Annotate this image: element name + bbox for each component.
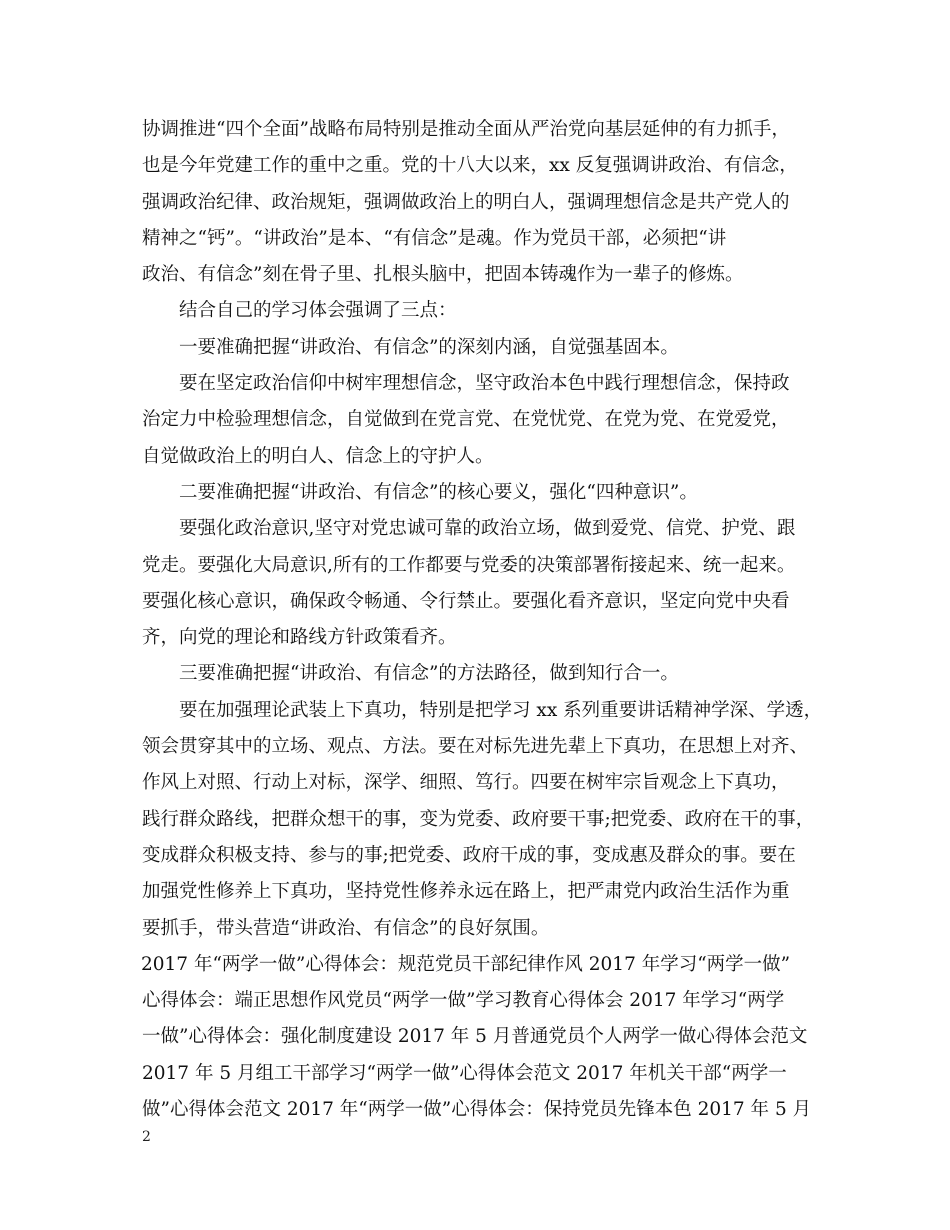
text-line: 二要准确把握“讲政治、有信念”的核心要义，强化“四种意识”。 — [179, 481, 698, 503]
text-line: 协调推进“四个全面”战略布局特别是推动全面从严治党向基层延伸的有力抓手， — [142, 119, 790, 140]
text-line: 加强党性修养上下真功，坚持党性修养永远在路上，把严肃党内政治生活作为重 — [142, 881, 790, 903]
text-line: 强调政治纪律、政治规矩，强调做政治上的明白人，强调理想信念是共产党人的 — [142, 191, 790, 213]
text-line: 变成群众积极支持、参与的事;把党委、政府干成的事，变成惠及群众的事。要在 — [142, 844, 796, 866]
text-line: 一做”心得体会：强化制度建设 2017 年 5 月普通党员个人两学一做心得体会范文 — [142, 1026, 808, 1048]
text-line: 2017 年 5 月组工干部学习“两学一做”心得体会范文 2017 年机关干部“两学一 — [142, 1062, 787, 1084]
text-line: 自觉做政治上的明白人、信念上的守护人。 — [142, 445, 494, 467]
text-line: 也是今年党建工作的重中之重。党的十八大以来，xx 反复强调讲政治、有信念， — [142, 155, 798, 177]
text-line: 做”心得体会范文 2017 年“两学一做”心得体会：保持党员先锋本色 2017 年 5 月 — [142, 1099, 812, 1121]
text-line: 要抓手，带头营造“讲政治、有信念”的良好氛围。 — [142, 917, 550, 939]
text-line: 齐，向党的理论和路线方针政策看齐。 — [142, 627, 457, 649]
text-line: 政治、有信念”刻在骨子里、扎根头脑中，把固本铸魂作为一辈子的修炼。 — [142, 264, 744, 286]
document-body — [142, 112, 832, 1128]
text-line: 要强化政治意识,坚守对党忠诚可靠的政治立场，做到爱党、信党、护党、跟 — [179, 518, 796, 540]
text-line: 要在加强理论武装上下真功，特别是把学习 xx 系列重要讲话精神学深、学透， — [179, 699, 823, 721]
text-line: 三要准确把握“讲政治、有信念”的方法路径，做到知行合一。 — [179, 663, 679, 685]
text-line: 2017 年“两学一做”心得体会：规范党员干部纪律作风 2017 年学习“两学一做” — [141, 953, 791, 975]
text-line: 要在坚定政治信仰中树牢理想信念，坚守政治本色中践行理想信念，保持政 — [179, 373, 790, 395]
text-line: 一要准确把握“讲政治、有信念”的深刻内涵，自觉强基固本。 — [179, 336, 679, 358]
text-line: 要强化核心意识，确保政令畅通、令行禁止。要强化看齐意识，坚定向党中央看 — [142, 590, 790, 612]
text-line: 心得体会：端正思想作风党员“两学一做”学习教育心得体会 2017 年学习“两学 — [142, 990, 785, 1012]
text-line: 治定力中检验理想信念，自觉做到在党言党、在党忧党、在党为党、在党爱党， — [142, 409, 790, 431]
text-line: 践行群众路线，把群众想干的事，变为党委、政府要干事;把党委、政府在干的事， — [142, 808, 815, 830]
text-line: 党走。要强化大局意识,所有的工作都要与党委的决策部署衔接起来、统一起来。 — [142, 554, 796, 576]
page-number: 2 — [142, 1129, 151, 1145]
text-line: 作风上对照、行动上对标，深学、细照、笃行。四要在树牢宗旨观念上下真功， — [142, 772, 790, 794]
text-line: 精神之“钙”。“讲政治”是本、“有信念”是魂。作为党员干部，必须把“讲 — [142, 227, 727, 249]
text-line: 结合自己的学习体会强调了三点： — [179, 300, 457, 322]
text-line: 领会贯穿其中的立场、观点、方法。要在对标先进先辈上下真功，在思想上对齐、 — [142, 736, 809, 758]
